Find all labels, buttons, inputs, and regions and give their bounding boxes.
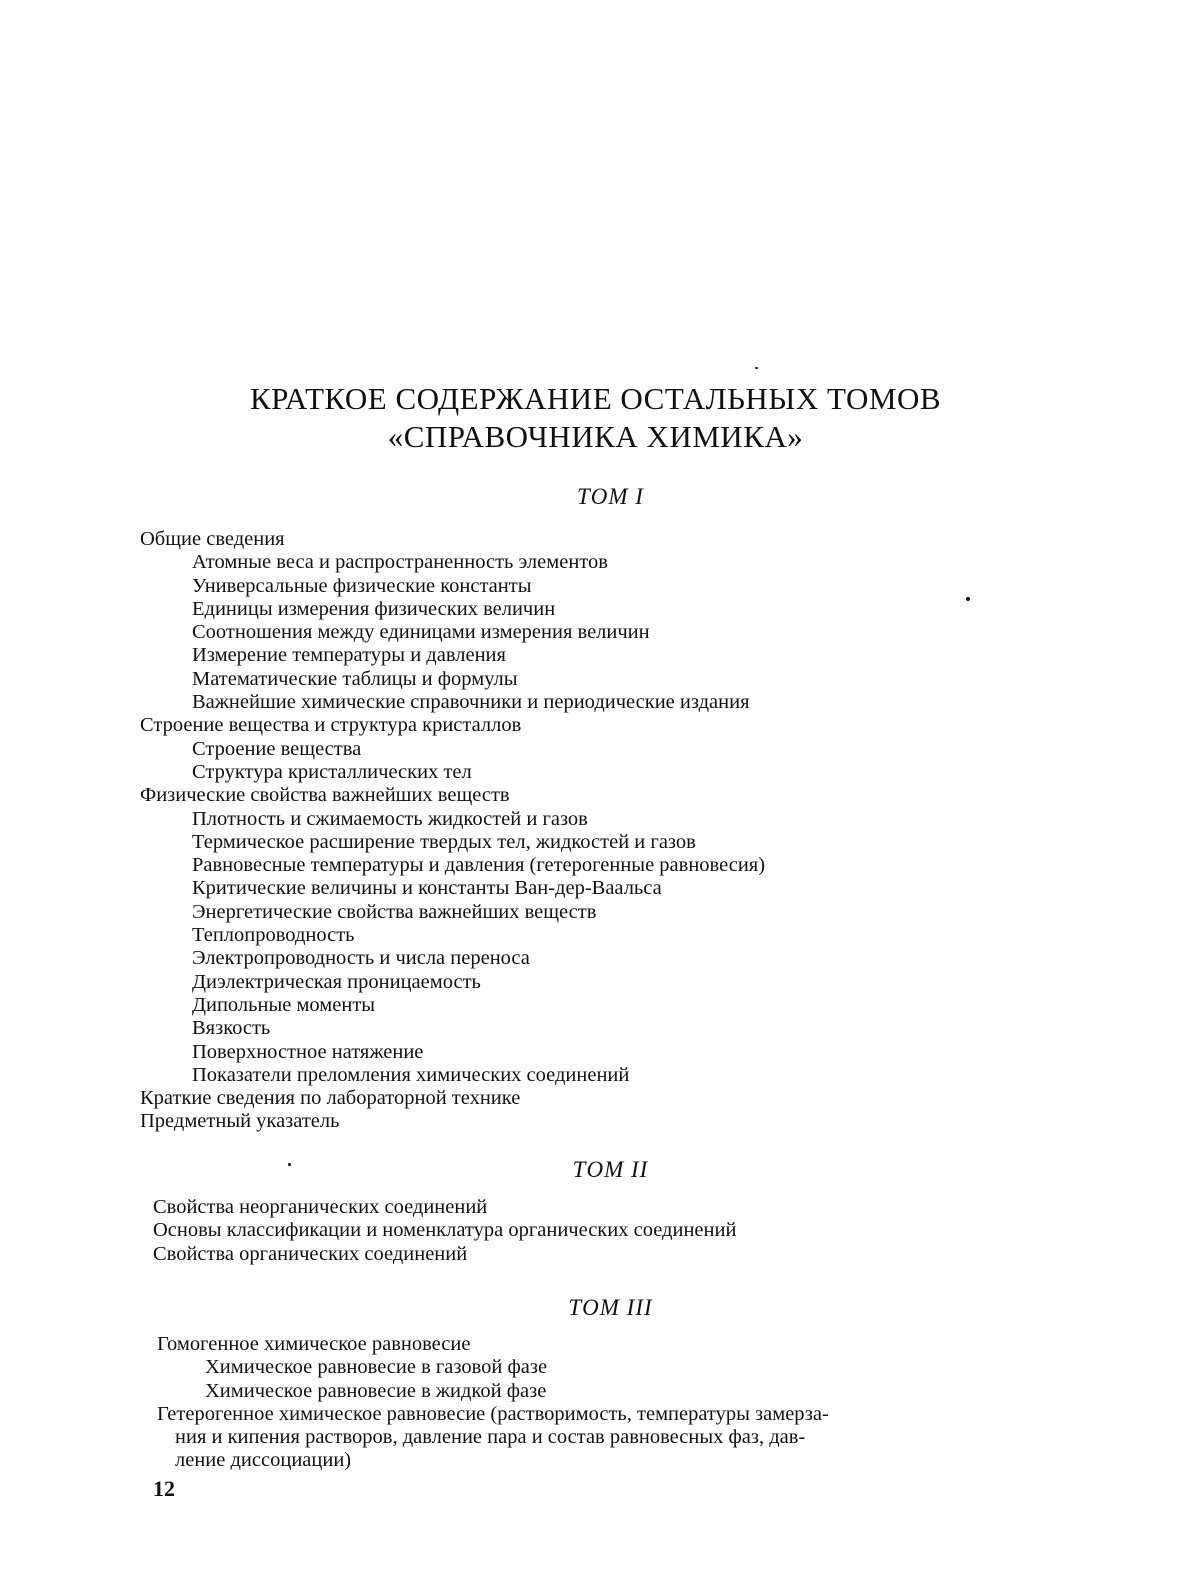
toc-subsection: Измерение температуры и давления — [192, 644, 506, 667]
toc-section: Предметный указатель — [140, 1110, 340, 1133]
toc-section: Краткие сведения по лабораторной технике — [140, 1087, 521, 1110]
print-speck — [288, 1163, 291, 1166]
print-speck — [966, 597, 970, 601]
toc-section: Гетерогенное химическое равновесие (растворимость, температуры замерза- — [157, 1402, 829, 1425]
toc-subsection: Плотность и сжимаемость жидкостей и газов — [192, 807, 588, 830]
toc-section: Основы классификации и номенклатура органических соединений — [153, 1219, 737, 1242]
toc-subsection: Химическое равновесие в газовой фазе — [205, 1356, 548, 1379]
toc-subsection: Поверхностное натяжение — [192, 1040, 424, 1063]
toc-section: Строение вещества и структура кристаллов — [140, 714, 522, 737]
toc-section-continuation: ния и кипения растворов, давление пара и состав равновесных фаз, дав- — [175, 1426, 806, 1449]
toc-subsection: Равновесные температуры и давления (гетерогенные равновесия) — [192, 854, 766, 877]
toc-subsection: Диэлектрическая проницаемость — [192, 970, 481, 993]
toc-section: Свойства неорганических соединений — [153, 1196, 488, 1218]
toc-subsection: Химическое равновесие в жидкой фазе — [205, 1379, 547, 1402]
toc-section: Гомогенное химическое равновесие — [157, 1333, 471, 1355]
volume-2-contents — [0, 1196, 1191, 1266]
toc-subsection: Вязкость — [192, 1017, 271, 1040]
print-speck — [755, 367, 758, 369]
toc-section: Физические свойства важнейших веществ — [140, 784, 510, 807]
toc-subsection: Электропроводность и числа переноса — [192, 947, 530, 970]
toc-subsection: Строение вещества — [192, 737, 362, 760]
toc-subsection: Соотношения между единицами измерения величин — [192, 621, 650, 644]
toc-subsection: Атомные веса и распространенность элементов — [192, 551, 608, 574]
volume-1-contents — [0, 528, 1191, 1134]
toc-section-continuation: ление диссоциации) — [175, 1449, 352, 1472]
toc-subsection: Структура кристаллических тел — [192, 760, 472, 783]
volume-heading-1: ТОМ I — [577, 484, 644, 509]
toc-subsection: Математические таблицы и формулы — [192, 667, 518, 690]
page-number: 12 — [153, 1476, 175, 1501]
toc-subsection: Теплопроводность — [192, 924, 355, 947]
toc-subsection: Показатели преломления химических соединений — [192, 1063, 630, 1086]
toc-section: Свойства органических соединений — [153, 1242, 468, 1265]
document-title-line-1: КРАТКОЕ СОДЕРЖАНИЕ ОСТАЛЬНЫХ ТОМОВ — [249, 381, 942, 416]
toc-subsection: Энергетические свойства важнейших веществ — [192, 900, 597, 923]
document-title-line-2: «СПРАВОЧНИКА ХИМИКА» — [387, 419, 804, 454]
volume-heading-2: ТОМ II — [572, 1157, 649, 1182]
toc-section: Общие сведения — [140, 528, 285, 550]
toc-subsection: Универсальные физические константы — [192, 574, 532, 597]
toc-subsection: Единицы измерения физических величин — [192, 597, 556, 620]
toc-subsection: Критические величины и константы Ван-дер-Ваальса — [192, 877, 662, 900]
toc-subsection: Дипольные моменты — [192, 993, 376, 1016]
volume-heading-3: ТОМ III — [568, 1295, 653, 1320]
volume-3-contents — [0, 1333, 1191, 1473]
toc-subsection: Важнейшие химические справочники и периодические издания — [192, 691, 750, 714]
toc-subsection: Термическое расширение твердых тел, жидкостей и газов — [192, 830, 696, 853]
